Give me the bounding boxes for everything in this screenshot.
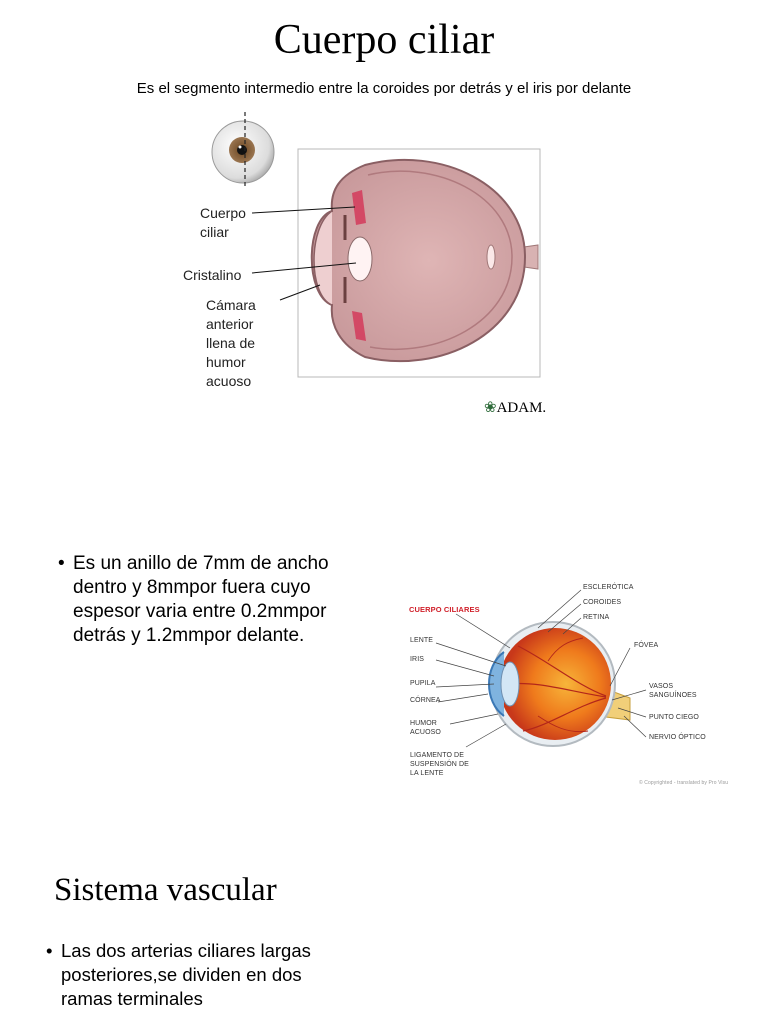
adam-logo: ❀ADAM.	[484, 400, 547, 416]
copyright-note: © Copyrighted - translated by Pro Visu	[639, 780, 729, 786]
label-iris: IRIS	[410, 656, 425, 663]
label-esclerotica: ESCLERÓTICA	[583, 584, 634, 591]
label-lens: Cristalino	[183, 267, 242, 283]
slide-title: Cuerpo ciliar	[273, 17, 495, 63]
label-vasos: VASOS SANGUÍNOES	[649, 683, 697, 699]
diagram-title: CUERPO CILIARES	[409, 605, 480, 614]
label-cornea: CÓRNEA	[410, 697, 441, 704]
label-lente: LENTE	[410, 637, 434, 644]
label-anterior-chamber: Cámara anterior llena de humor acuoso	[206, 297, 256, 389]
bullet-anillo: • Es un anillo de 7mm de ancho dentro y 8mmpor fuera cuyo espesor varia entre 0.2mmpor detrás y 1.2mmpor delante.	[58, 553, 329, 646]
label-fovea: FÓVEA	[634, 642, 659, 649]
bullet-dot: •	[46, 940, 53, 961]
label-coroides: COROIDES	[583, 599, 622, 606]
leaf-icon: ❀	[484, 400, 497, 416]
bullet-arterias: • Las dos arterias ciliares largas posteriores,se dividen en dos ramas terminales	[46, 940, 311, 1009]
label-ciliary-body: Cuerpo ciliar	[200, 205, 246, 240]
label-nervio-optico: NERVIO ÓPTICO	[649, 734, 706, 741]
label-punto-ciego: PUNTO CIEGO	[649, 714, 699, 721]
label-ligamento: LIGAMENTO DE SUSPENSIÓN DE LA LENTE	[410, 752, 469, 777]
section-title: Sistema vascular	[54, 872, 277, 908]
bullet-dot: •	[58, 553, 65, 574]
label-humor-acuoso: HUMOR ACUOSO	[410, 720, 441, 736]
label-retina: RETINA	[583, 614, 610, 621]
slide-subtitle: Es el segmento intermedio entre la coroides por detrás y el iris por delante	[136, 80, 632, 97]
label-pupila: PUPILA	[410, 680, 436, 687]
